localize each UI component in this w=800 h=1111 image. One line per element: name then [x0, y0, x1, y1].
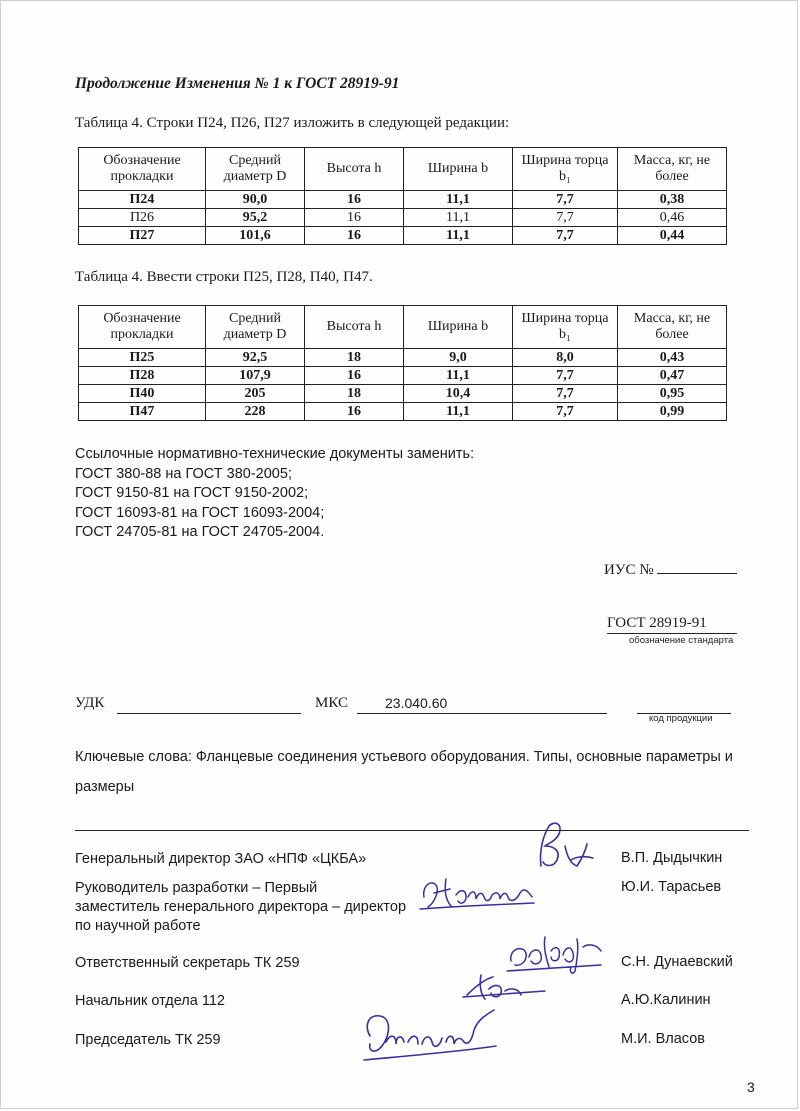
signature-stroke — [463, 975, 545, 999]
table-cell: 11,1 — [404, 367, 513, 385]
signatory-role: Начальник отдела 112 — [75, 993, 225, 1009]
ius-blank — [657, 559, 737, 574]
table-cell: 101,6 — [206, 227, 305, 245]
standard-caption: обозначение стандарта — [629, 635, 734, 646]
table1-caption: Таблица 4. Строки П24, П26, П27 изложить в следующей редакции: — [75, 115, 510, 131]
table-cell: 0,44 — [618, 227, 727, 245]
table-cell: 0,46 — [618, 209, 727, 227]
header-face-width: Ширина торца b₁ — [513, 306, 618, 349]
table-row — [79, 367, 727, 385]
table-cell: 7,7 — [513, 191, 618, 209]
table-cell: 8,0 — [513, 349, 618, 367]
mks-value: 23.040.60 — [385, 695, 448, 711]
table-cell: 0,43 — [618, 349, 727, 367]
signatory-name: В.П. Дыдычкин — [621, 850, 723, 866]
signatory-name: Ю.И. Тарасьев — [621, 879, 722, 895]
document-heading: Продолжение Изменения № 1 к ГОСТ 28919-91 — [75, 75, 400, 92]
table-cell: 16 — [305, 403, 404, 421]
table-cell: 9,0 — [404, 349, 513, 367]
role-line: Руководитель разработки – Первый — [75, 880, 318, 896]
references-intro: Ссылочные нормативно-технические документы заменить: — [75, 446, 475, 462]
table-cell: 0,47 — [618, 367, 727, 385]
signatory-name: М.И. Власов — [621, 1031, 705, 1047]
signature-stroke — [364, 1010, 496, 1060]
reference-item: ГОСТ 16093-81 на ГОСТ 16093-2004; — [75, 504, 325, 521]
keywords: Ключевые слова: Фланцевые соединения устьевого оборудования. Типы, основные параметры и размеры — [75, 749, 733, 795]
table-cell: П28 — [79, 367, 206, 385]
table1-header-row — [79, 148, 727, 191]
header-mean-diameter: Средний диаметр D — [206, 306, 305, 349]
table-row — [79, 227, 727, 245]
header-height: Высота h — [305, 306, 404, 349]
mks-label: МКС — [315, 695, 348, 711]
table2-header-row — [79, 306, 727, 349]
table-cell: 10,4 — [404, 385, 513, 403]
header-mass: Масса, кг, не более — [618, 148, 727, 191]
header-designation: Обозначение прокладки — [79, 148, 206, 191]
table-cell: 228 — [206, 403, 305, 421]
page-number: 3 — [747, 1079, 755, 1095]
standard-designation: ГОСТ 28919-91 — [607, 615, 737, 634]
signatory-role: Генеральный директор ЗАО «НПФ «ЦКБА» — [75, 851, 367, 867]
table-row — [79, 403, 727, 421]
table-cell: 0,99 — [618, 403, 727, 421]
header-face-width: Ширина торца b₁ — [513, 148, 618, 191]
table1 — [78, 147, 727, 245]
signatory-name: С.Н. Дунаевский — [621, 954, 733, 970]
table-cell: 11,1 — [404, 191, 513, 209]
role-line: заместитель генерального директора – директор — [75, 899, 407, 915]
table-cell: 7,7 — [513, 385, 618, 403]
mks-line — [357, 713, 607, 714]
table-row — [79, 385, 727, 403]
ius-label: ИУС № — [604, 562, 654, 578]
header-designation: Обозначение прокладки — [79, 306, 206, 349]
table-cell: 16 — [305, 209, 404, 227]
table-cell: 11,1 — [404, 209, 513, 227]
table-cell: 11,1 — [404, 227, 513, 245]
table-row — [79, 209, 727, 227]
product-code-caption: код продукции — [649, 713, 713, 724]
table-cell: П27 — [79, 227, 206, 245]
reference-item: ГОСТ 380-88 на ГОСТ 380-2005; — [75, 465, 292, 482]
header-mass: Масса, кг, не более — [618, 306, 727, 349]
table-cell: 0,38 — [618, 191, 727, 209]
table-cell: 107,9 — [206, 367, 305, 385]
table-cell: 7,7 — [513, 227, 618, 245]
signatory-role — [75, 879, 406, 936]
table-cell: 205 — [206, 385, 305, 403]
table-cell: 16 — [305, 191, 404, 209]
signature-kalinin — [459, 967, 549, 1005]
table-cell: 18 — [305, 385, 404, 403]
table-row — [79, 191, 727, 209]
header-width: Ширина b — [404, 306, 513, 349]
header-height: Высота h — [305, 148, 404, 191]
signatory-role: Ответственный секретарь ТК 259 — [75, 955, 300, 971]
table-cell: П40 — [79, 385, 206, 403]
table-cell: 16 — [305, 367, 404, 385]
table-cell: П25 — [79, 349, 206, 367]
table-row — [79, 349, 727, 367]
table-cell: 0,95 — [618, 385, 727, 403]
table2-caption: Таблица 4. Ввести строки П25, П28, П40, П47. — [75, 269, 373, 285]
reference-item: ГОСТ 24705-81 на ГОСТ 24705-2004. — [75, 524, 325, 540]
signature-stroke — [420, 879, 534, 909]
signatory-role: Председатель ТК 259 — [75, 1032, 221, 1048]
table-cell: 18 — [305, 349, 404, 367]
table-cell: 16 — [305, 227, 404, 245]
table-cell: 90,0 — [206, 191, 305, 209]
signature-stroke — [540, 823, 593, 866]
table-cell: 92,5 — [206, 349, 305, 367]
divider — [75, 830, 749, 831]
signature-tarasyev — [416, 867, 541, 917]
table-cell: 95,2 — [206, 209, 305, 227]
role-line: по научной работе — [75, 918, 201, 934]
table-cell: 7,7 — [513, 403, 618, 421]
table2 — [78, 305, 727, 421]
ius-field — [604, 559, 737, 579]
table-cell: П24 — [79, 191, 206, 209]
table-cell: 7,7 — [513, 367, 618, 385]
udk-blank — [117, 713, 301, 714]
reference-item: ГОСТ 9150-81 на ГОСТ 9150-2002; — [75, 485, 309, 501]
signature-vlasov — [356, 1006, 506, 1068]
table-cell: П47 — [79, 403, 206, 421]
header-mean-diameter: Средний диаметр D — [206, 148, 305, 191]
table-cell: 11,1 — [404, 403, 513, 421]
references-block — [75, 445, 474, 543]
signatory-name: А.Ю.Калинин — [621, 992, 711, 1008]
table-cell: П26 — [79, 209, 206, 227]
udk-label: УДК — [75, 695, 105, 711]
table-cell: 7,7 — [513, 209, 618, 227]
header-width: Ширина b — [404, 148, 513, 191]
